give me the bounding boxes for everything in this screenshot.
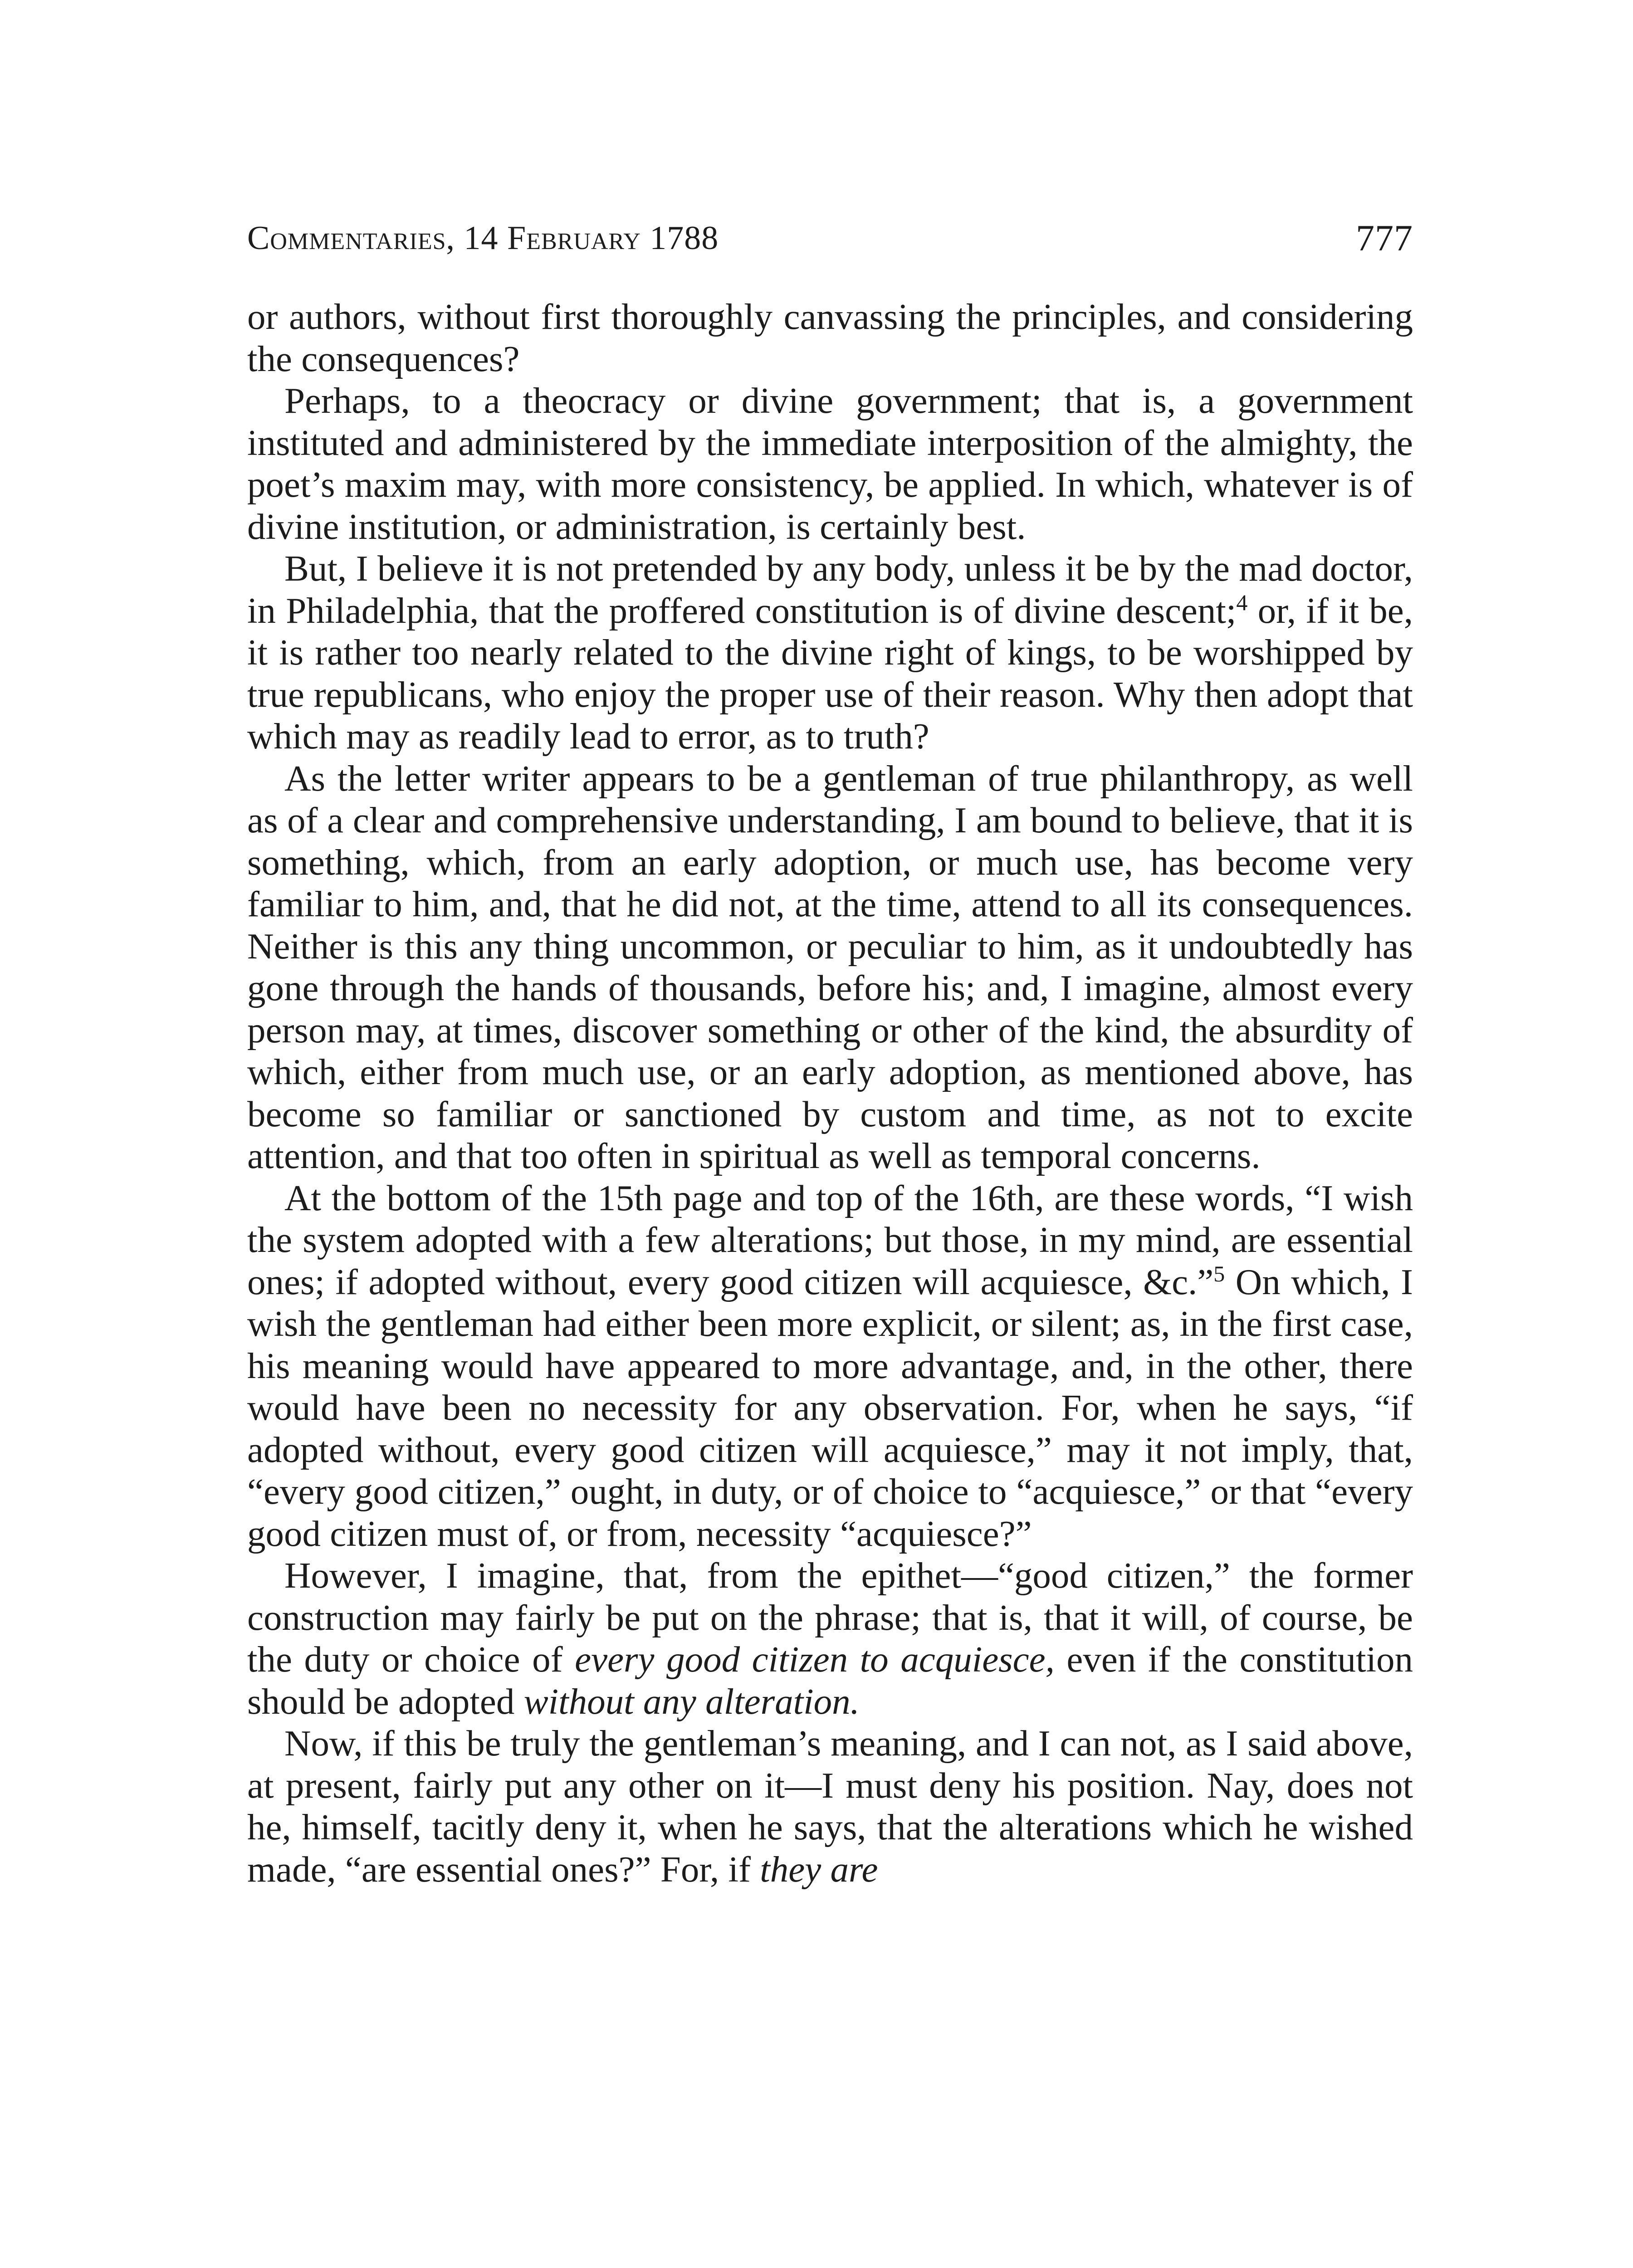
- paragraph-text: Perhaps, to a theocracy or divine government; that is, a government instituted and administered by the immediate interposition of the almighty, the poet’s maxim may, with more consistency, be applied. In which, whatever is of divine institution, or administration, is certainly best.: [247, 380, 1413, 547]
- running-head-title: Commentaries, 14 February 1788: [247, 220, 719, 257]
- page-number: 777: [1356, 217, 1413, 259]
- paragraph: [247, 547, 1413, 758]
- paragraph: [247, 380, 1413, 547]
- paragraph: [247, 1554, 1413, 1722]
- footnote-marker: 5: [1213, 1261, 1225, 1286]
- italic-phrase: every good citizen to acquiesce,: [575, 1639, 1055, 1680]
- paragraph: [247, 758, 1413, 1177]
- paragraph-text: On which, I wish the gentleman had either been more explicit, or silent; as, in the first case, his meaning would have appeared to more advantage, and, in the other, there would have been no necessity for any observation. For, when he says, “if adopted without, every good citizen will acquiesce,” may it not imply, that, “every good citizen,” ought, in duty, or of choice to “acquiesce,” or that “every good citizen must of, or from, necessity “acquiesce?”: [247, 1261, 1413, 1554]
- footnote-marker: 4: [1236, 589, 1248, 615]
- paragraph-text: even if the constitution should be adopted: [247, 1639, 1413, 1722]
- italic-phrase: they are: [760, 1848, 878, 1890]
- paragraph-text: However, I imagine, that, from the epithet—“good citizen,” the former construction may fairly be put on the phrase; that is, that it will, of course, be the duty or choice of: [247, 1555, 1413, 1680]
- paragraph-text: But, I believe it is not pretended by any body, unless it be by the mad doctor, in Philadelphia, that the proffered constitution is of divine descent;: [247, 548, 1413, 631]
- paragraph-text: At the bottom of the 15th page and top of the 16th, are these words, “I wish the system adopted with a few alterations; but those, in my mind, are essential ones; if adopted without, every good citizen will acquiesce, &c.”: [247, 1177, 1413, 1302]
- italic-phrase: without any alteration.: [523, 1681, 860, 1722]
- running-head: [247, 213, 1413, 263]
- paragraph-text: As the letter writer appears to be a gentleman of true philanthropy, as well as of a clear and comprehensive understanding, I am bound to believe, that it is something, which, from an early adoption, or much use, has become very familiar to him, and, that he did not, at the time, attend to all its consequences. Neither is this any thing uncommon, or peculiar to him, as it undoubtedly has gone through the hands of thousands, before his; and, I imagine, almost every person may, at times, discover something or other of the kind, the absurdity of which, either from much use, or an early adoption, as mentioned above, has become so familiar or sanctioned by custom and time, as not to excite attention, and that too often in spiritual as well as temporal concerns.: [247, 758, 1413, 1176]
- paragraph-text: Now, if this be truly the gentleman’s meaning, and I can not, as I said above, at present, fairly put any other on it—I must deny his position. Nay, does not he, himself, tacitly deny it, when he says, that the alterations which he wished made, “are essential ones?” For, if: [247, 1723, 1413, 1890]
- paragraph: [247, 1722, 1413, 1890]
- paragraph-text: or authors, without first thoroughly canvassing the principles, and considering the consequences?: [247, 296, 1413, 379]
- paragraph-text: or, if it be, it is rather too nearly related to the divine right of kings, to be worshipped by true republicans, who enjoy the proper use of their reason. Why then adopt that which may as readily lead to error, as to truth?: [247, 590, 1413, 757]
- paragraph: [247, 296, 1413, 380]
- body-text: [247, 296, 1413, 1890]
- paragraph: [247, 1177, 1413, 1555]
